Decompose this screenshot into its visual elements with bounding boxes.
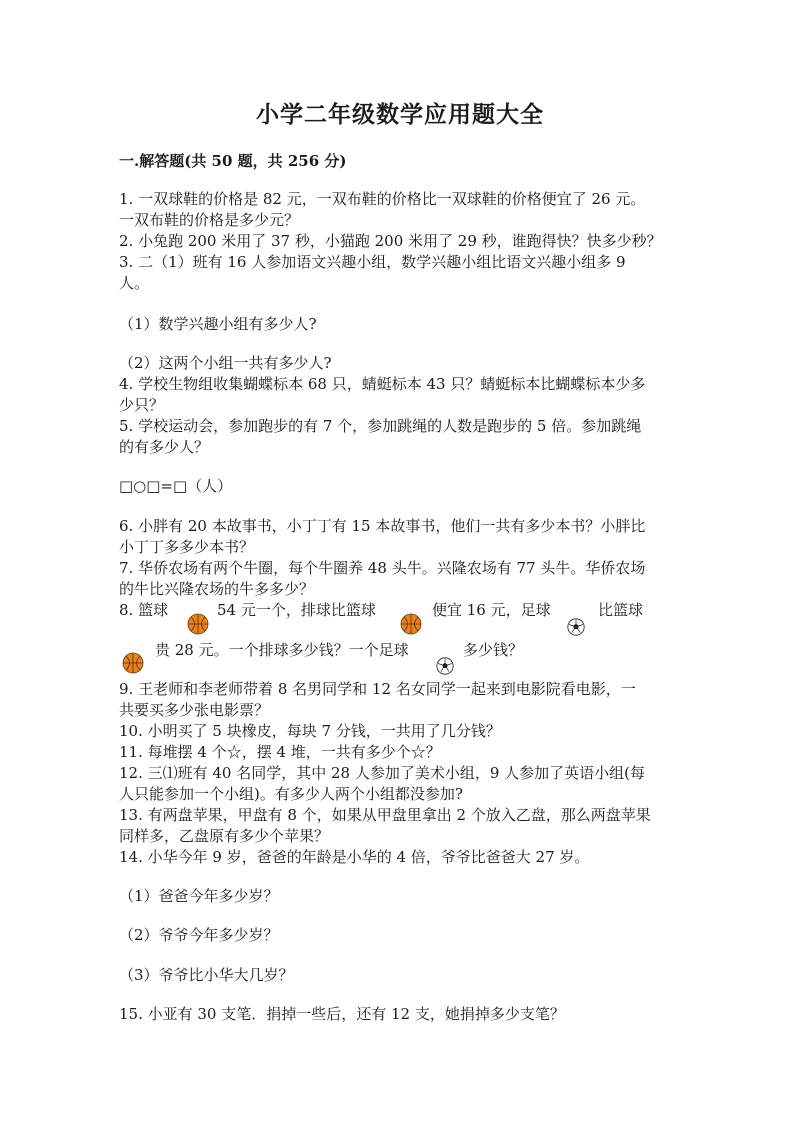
- question-5-line-1: 5. 学校运动会，参加跑步的有 7 个，参加跳绳的人数是跑步的 5 倍。参加跳绳: [119, 417, 642, 435]
- soccer-ball-icon: [567, 618, 585, 636]
- question-8-part-2: 54 元一个，排球比篮球: [217, 601, 376, 619]
- question-2-line-1: 2. 小兔跑 200 米用了 37 秒，小猫跑 200 米用了 29 秒，谁跑得快？快多少秒？: [119, 232, 662, 250]
- question-12-line-1: 12. 三⑴班有 40 名同学，其中 28 人参加了美术小组，9 人参加了英语小组(每: [119, 764, 646, 782]
- question-1-line-1: 1. 一双球鞋的价格是 82 元，一双布鞋的价格比一双球鞋的价格便宜了 26 元。: [119, 190, 646, 208]
- soccer-ball-icon: [436, 657, 454, 675]
- basketball-icon: [187, 613, 209, 635]
- question-8-part-4: 比篮球: [598, 601, 644, 619]
- question-14-sub-3: （3）爷爷比小华大几岁？: [119, 966, 294, 984]
- question-14-sub-2: （2）爷爷今年多少岁？: [119, 926, 279, 944]
- question-14-sub-1: （1）爸爸今年多少岁？: [119, 887, 279, 905]
- question-6-line-1: 6. 小胖有 20 本故事书，小丁丁有 15 本故事书，他们一共有多少本书？小胖比: [119, 517, 646, 535]
- question-9-line-2: 共要买多少张电影票？: [119, 701, 270, 719]
- question-7-line-1: 7. 华侨农场有两个牛圈，每个牛圈养 48 头牛。兴隆农场有 77 头牛。华侨农场: [119, 559, 646, 577]
- question-8-part-5: 贵 28 元。一个排球多少钱？一个足球: [155, 641, 409, 659]
- question-12-line-2: 人只能参加一个小组)。有多少人两个小组都没参加?: [119, 785, 463, 803]
- question-3-line-2: 人。: [119, 274, 150, 292]
- question-3-line-1: 3. 二（1）班有 16 人参加语文兴趣小组，数学兴趣小组比语文兴趣小组多 9: [119, 253, 626, 271]
- question-11-line-1: 11. 每堆摆 4 个☆，摆 4 堆，一共有多少个☆？: [119, 743, 441, 761]
- question-15-line-1: 15. 小亚有 30 支笔．捐掉一些后，还有 12 支，她捐掉多少支笔？: [119, 1005, 565, 1023]
- question-14-line-1: 14. 小华今年 9 岁，爸爸的年龄是小华的 4 倍，爷爷比爸爸大 27 岁。: [119, 848, 590, 866]
- question-8-part-1: 8. 篮球: [119, 601, 169, 619]
- question-1-line-2: 一双布鞋的价格是多少元？: [119, 211, 300, 229]
- basketball-icon: [400, 613, 422, 635]
- section-heading: 一.解答题(共 50 题，共 256 分): [119, 152, 347, 170]
- basketball-icon: [122, 652, 144, 674]
- page-title: 小学二年级数学应用题大全: [256, 101, 544, 128]
- question-5-line-2: 的有多少人？: [119, 438, 210, 456]
- question-6-line-2: 小丁丁多多少本书？: [119, 538, 255, 556]
- question-9-line-1: 9. 王老师和李老师带着 8 名男同学和 12 名女同学一起来到电影院看电影，一: [119, 680, 636, 698]
- question-5-formula: □○□=□（人）: [119, 477, 233, 495]
- question-13-line-2: 同样多，乙盘原有多少个苹果？: [119, 827, 330, 845]
- question-8-part-6: 多少钱？: [463, 641, 524, 659]
- question-3-sub-2: （2）这两个小组一共有多少人?: [119, 354, 332, 372]
- question-4-line-2: 少只？: [119, 396, 165, 414]
- question-13-line-1: 13. 有两盘苹果，甲盘有 8 个，如果从甲盘里拿出 2 个放入乙盘，那么两盘苹果: [119, 806, 651, 824]
- question-4-line-1: 4. 学校生物组收集蝴蝶标本 68 只，蜻蜓标本 43 只？蜻蜓标本比蝴蝶标本少多: [119, 375, 646, 393]
- question-7-line-2: 的牛比兴隆农场的牛多多少？: [119, 580, 315, 598]
- question-10-line-1: 10. 小明买了 5 块橡皮，每块 7 分钱，一共用了几分钱？: [119, 722, 501, 740]
- question-8-part-3: 便宜 16 元，足球: [432, 601, 551, 619]
- question-3-sub-1: （1）数学兴趣小组有多少人?: [119, 315, 317, 333]
